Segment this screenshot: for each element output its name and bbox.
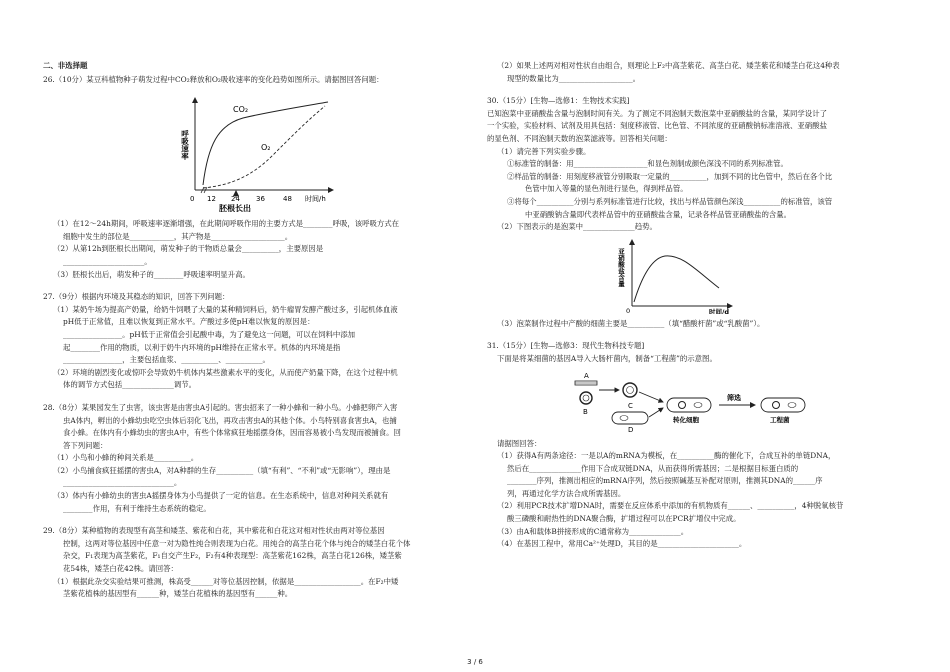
q31-sub1-a: （1）获得A有两条途径：一是以A的mRNA为模板，在__________酶的催化下，合成互补的单链DNA， (497, 451, 836, 461)
xtick-12: 12 (207, 195, 216, 204)
q29-sub1-a: （1）根据此杂交实验结果可推测，株高受______对等位基因控制，依据是__________________。在F₂中矮 (53, 576, 399, 586)
q28-sub3-b: ________作用，有利于维持生态系统的稳定。 (63, 503, 211, 513)
q26-stem: 26.（10分）某豆科植物种子萌发过程中CO₂释放和O₂吸收速率的变化趋势如图所示。请据图回答问题： (43, 74, 384, 84)
transformed-cell (667, 398, 711, 412)
q30-step3-b: 中亚硝酸钠含量即代表样品管中的亚硝酸盐含量，记录各样品管亚硝酸盐的含量。 (525, 209, 792, 219)
q28-stem-c: 食小蜂。在体内有小蜂幼虫的害虫A中，有些个体常疯狂地摇摆身体，因而容易被小鸟发现而被捕食。回 (63, 428, 401, 438)
q30-figure (487, 236, 907, 314)
q29-stem-a: 29.（8分）某种植物的表现型有高茎和矮茎、紫花和白花，其中紫花和白花这对相对性状由两对等位基因 (43, 526, 385, 536)
q28-sub2-b: ______________________________。 (63, 478, 182, 488)
right-column (487, 60, 907, 551)
label-d: D (628, 425, 634, 434)
q27-sub2-a: （2）环境的剧烈变化或惊吓会导致奶牛机体内某些激素水平的变化，从而使产奶量下降，在这个过程中机 (53, 367, 398, 377)
q30-step1: ①标准管的制备：用____________________和显色剂制成颜色深浅不同的系列标准管。 (507, 159, 788, 169)
q29-stem-b: 控制，这两对等位基因中任意一对为隐性纯合则表现为白花。用纯合的高茎白花个体与纯合的矮茎白花个体 (63, 538, 411, 548)
q30-step2-b: 色管中加入等量的显色剂进行显色，得到样品管。 (525, 184, 688, 194)
q27-sub1-c: ________________。pH低于正常值会引起酸中毒，为了避免这一问题，可以在饲料中添加 (63, 329, 356, 339)
q27-sub1-b: pH低于正常值，且难以恢复到正常水平。产酸过多使pH难以恢复的原因是： (63, 317, 315, 327)
chart-annotation: 胚根长出 (219, 204, 251, 213)
o2-label: O₂ (261, 143, 271, 153)
chart-xlabel: 时间/h (305, 195, 326, 204)
q26-sub2-a: （2）从第12h到胚根长出期间，萌发种子的干物质总量会__________，主要原因是 (53, 244, 324, 254)
respiration-chart (43, 90, 448, 212)
q26-sub2-b: ______________________。 (63, 256, 152, 266)
q30-sub2: （2）下图表示的是泡菜中______________趋势。 (497, 222, 657, 232)
q29-stem-c: 杂交，F₁表现为高茎紫花，F₁自交产生F₂，F₂有4种表现型：高茎紫花162株，高茎白花126株，矮茎紫 (63, 551, 402, 561)
q31-sub1-d: 列，再通过化学方法合成所需基因。 (507, 488, 626, 498)
nitrite-curve (634, 256, 719, 302)
q27-stem: 27.（9分）根据内环境及其稳态的知识，回答下列问题： (43, 292, 230, 302)
q26-sub1-a: （1）在12～24h期间，呼吸速率逐渐增强，在此期间呼吸作用的主要方式是________呼吸，该呼吸方式在 (53, 219, 400, 229)
q27-sub2-b: 体的调节方式包括______________调节。 (63, 380, 197, 390)
q30-intro-b: 一个实验，实验材料、试剂及用具包括：刻度移液管、比色管、不同浓度的亚硝酸钠标准溶液、亚硝酸盐 (487, 121, 827, 131)
q29-sub2-b: 现型的数量比为____________________。 (507, 73, 641, 83)
q28-sub1: （1）小鸟和小蜂的种间关系是__________。 (53, 453, 199, 463)
q31-ask: 请据图回答： (497, 438, 542, 448)
q30-step3-a: ③将每个__________分别与系列标准管进行比较，找出与样品管颜色深浅__________的标准管，该管 (507, 196, 833, 206)
engineering-diagram (487, 368, 907, 434)
section-title: 二、非选择题 (43, 61, 88, 70)
xtick-48: 48 (283, 195, 292, 204)
q28-sub3-a: （3）体内有小蜂幼虫的害虫A摇摆身体为小鸟提供了一定的信息。在生态系统中，信息对种间关系就有 (53, 491, 389, 501)
q30-intro-a: 已知泡菜中亚硝酸盐含量与泡制时间有关。为了测定不同泡制天数泡菜中亚硝酸盐的含量，某同学设计了 (487, 108, 827, 118)
xtick-24: 24 (231, 195, 240, 204)
q30-sub1: （1）请完善下列实验步骤。 (497, 146, 591, 156)
label-b: B (583, 407, 588, 416)
chart-ylabel: 呼吸速率 (180, 130, 190, 161)
ecoli-d (612, 412, 648, 424)
q31-intro: 下面是将某细菌的基因A导入大肠杆菌内，制备“工程菌”的示意图。 (497, 353, 717, 363)
q28-stem-a: 28.（8分）某果园发生了虫害，该虫害是由害虫A引起的。害虫招来了一种小蜂和一种小鸟。小蜂把卵产入害 (43, 402, 398, 412)
q31-sub1-c: ________序列，推测出相应的mRNA序列，然后按照碱基互补配对原则，推测其DNA的______序 (507, 476, 823, 486)
q26-sub3: （3）胚根长出后，萌发种子的________呼吸速率明显升高。 (53, 269, 250, 279)
cell1-label: 转化细胞 (673, 415, 699, 424)
chart-xlabel: 时间/d (709, 307, 730, 314)
label-c: C (628, 401, 633, 410)
chart-origin: 0 (626, 306, 631, 314)
q31-sub1-b: 然后在______________作用下合成双链DNA，从而获得所需基因；二是根据目标蛋白质的 (507, 463, 799, 473)
cell2-label: 工程菌 (770, 415, 790, 424)
engineered-cell (761, 398, 805, 412)
xtick-0: 0 (190, 195, 195, 204)
co2-label: CO₂ (233, 105, 249, 115)
xtick-36: 36 (256, 195, 265, 204)
label-a: A (584, 371, 589, 380)
arrow-label: 筛选 (727, 393, 741, 402)
q29-sub1-b: 茎紫花植株的基因型有______种，矮茎白花植株的基因型有______种。 (63, 589, 293, 599)
nitrite-chart (487, 236, 907, 314)
q26-sub1-b: 细胞中发生的部位是____________，其产物是____________________。 (63, 231, 293, 241)
q30-sub3: （3）泡菜制作过程中产酸的细菌主要是__________（填“醋酸杆菌”或“乳酸菌”）。 (497, 318, 765, 328)
q31-sub2-a: （2）利用PCR技术扩增DNA时，需要在反应体系中添加的有机物质有______、__________，4种脱氧核苷 (497, 501, 844, 511)
chart-ylabel: 亚硝酸盐含量 (617, 247, 625, 287)
q27-sub1-d: 起________作用的物质，以利于奶牛内环境的pH维持在正常水平。机体的内环境是指 (63, 342, 341, 352)
q31-sub2-b: 酸三磷酸和耐热性的DNA聚合酶，扩增过程可以在PCR扩增仪中完成。 (507, 514, 741, 524)
q31-sub3: （3）由A和载体B拼接形成的C通常称为______________。 (497, 526, 689, 536)
q30-intro-c: 的显色剂、不同泡制天数的泡菜滤液等。回答相关问题： (487, 133, 672, 143)
q30-step2-a: ②样品管的制备：用刻度移液管分别吸取一定量的__________，加到不同的比色管中，然后在各个比 (507, 171, 833, 181)
left-column (43, 60, 448, 601)
q31-stem: 31.（15分）[生物—选修3：现代生物科技专题] (487, 341, 645, 351)
q29-sub2-a: （2）如果上述两对相对性状自由组合，则理论上F₂中高茎紫花、高茎白花、矮茎紫花和矮茎白花这4种表 (497, 61, 840, 70)
q30-stem: 30.（15分）[生物—选修1：生物技术实践] (487, 96, 630, 106)
q28-stem-d: 答下列问题： (63, 440, 108, 450)
q29-stem-d: 花54株，矮茎白花42株。请回答： (63, 564, 178, 574)
page-number: 3 / 6 (467, 658, 483, 666)
q31-sub4: （4）在基因工程中，常用Ca²⁺处理D，其目的是______________________。 (497, 539, 747, 549)
q31-figure (487, 368, 907, 434)
q28-stem-b: 虫A体内，孵出的小蜂幼虫吃空虫体后羽化飞出，再攻击害虫A的其他个体。小鸟特别喜食害虫A，也捕 (63, 415, 397, 425)
q28-sub2-a: （2）小鸟捕食疯狂摇摆的害虫A，对A种群的生存__________（填“有利”、“不利”或“无影响”），理由是 (53, 465, 391, 475)
q26-figure (43, 90, 448, 212)
q27-sub1-e: ________________，主要包括血浆、__________、__________。 (63, 355, 270, 365)
q27-sub1-a: （1）某奶牛场为提高产奶量，给奶牛饲喂了大量的某种精饲料后，奶牛瘤胃发酵产酸过多，引起机体血液 (53, 304, 398, 314)
